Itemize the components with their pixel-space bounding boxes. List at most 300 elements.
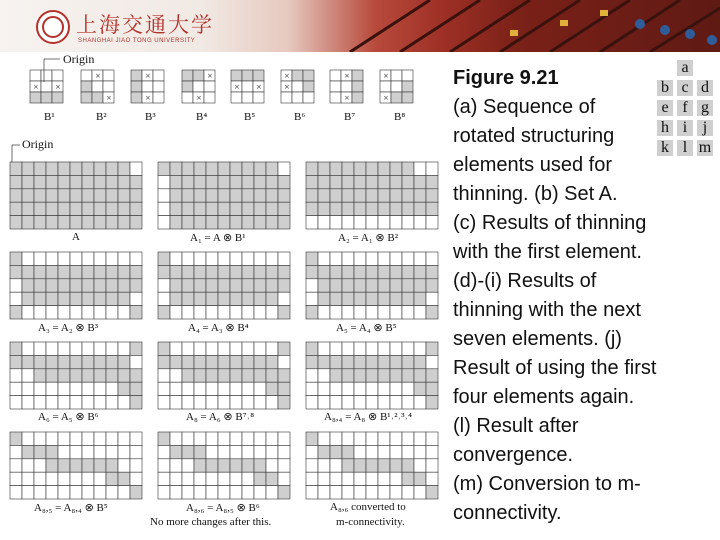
grid-cell [118, 396, 130, 409]
grid-cell [70, 432, 82, 445]
grid-cell [22, 459, 34, 472]
grid-cell [106, 459, 118, 472]
grid-cell [206, 279, 218, 292]
grid-cell [94, 459, 106, 472]
grid-cell [10, 342, 22, 355]
grid-cell [402, 459, 414, 472]
grid-cell [22, 265, 34, 278]
grid-cell [230, 396, 242, 409]
grid-cell [426, 342, 438, 355]
caption-line: four elements again. [453, 386, 635, 408]
grid-cell [354, 432, 366, 445]
grid-cell [230, 292, 242, 305]
key-cell: i [676, 119, 694, 137]
grid-cell [82, 189, 94, 202]
grid-cell [266, 252, 278, 265]
grid-cell [170, 265, 182, 278]
grid-cell [182, 265, 194, 278]
grid-cell [170, 189, 182, 202]
grid-cell [10, 202, 22, 215]
grid-cell [230, 445, 242, 458]
grid-cell [94, 445, 106, 458]
grid-cell [366, 175, 378, 188]
key-cell: j [696, 119, 714, 137]
grid-cell [278, 355, 290, 368]
grid-cell [118, 432, 130, 445]
grid-cell [242, 486, 254, 499]
element-label: B³ [145, 111, 156, 123]
caption-line: thinning with the next [453, 299, 641, 321]
grid-cell [254, 355, 266, 368]
grid-cell [342, 369, 354, 382]
grid-cell [354, 355, 366, 368]
grid-cell [70, 396, 82, 409]
grid-cell [170, 486, 182, 499]
grid-cell [390, 252, 402, 265]
grid-cell [218, 472, 230, 485]
grid-cell [194, 216, 206, 229]
grid-cell [306, 459, 318, 472]
grid-cell [278, 162, 290, 175]
grid-cell [354, 292, 366, 305]
structuring-element-cell [131, 81, 142, 92]
grid-cell [306, 445, 318, 458]
grid-cell [206, 265, 218, 278]
grid-cell [342, 382, 354, 395]
grid-cell [130, 486, 142, 499]
grid-cell [354, 472, 366, 485]
grid-cell [402, 292, 414, 305]
grid-cell [266, 342, 278, 355]
grid-cell [206, 369, 218, 382]
grid-cell [366, 459, 378, 472]
grid-cell [10, 162, 22, 175]
panel-label: A₁ = A ⊗ B¹ [190, 232, 246, 244]
grid-cell [70, 279, 82, 292]
grid-cell [330, 189, 342, 202]
grid-cell [182, 342, 194, 355]
grid-cell [158, 396, 170, 409]
grid-cell [10, 382, 22, 395]
grid-cell [130, 292, 142, 305]
grid-cell [158, 445, 170, 458]
grid-cell [366, 396, 378, 409]
x-mark: × [145, 72, 151, 80]
grid-cell [254, 459, 266, 472]
grid-cell [218, 306, 230, 319]
caption-line: elements used for [453, 154, 612, 176]
grid-cell [366, 292, 378, 305]
grid-cell [130, 355, 142, 368]
grid-cell [402, 382, 414, 395]
grid-cell [46, 292, 58, 305]
caption-line: (c) Results of thinning [453, 212, 647, 234]
key-cell: c [676, 79, 694, 97]
grid-cell [194, 472, 206, 485]
grid-cell [426, 432, 438, 445]
grid-cell [170, 342, 182, 355]
structuring-element-cell [391, 81, 402, 92]
grid-cell [318, 486, 330, 499]
grid-cell [378, 162, 390, 175]
grid-cell [70, 486, 82, 499]
grid-cell [194, 445, 206, 458]
grid-cell [426, 486, 438, 499]
structuring-element-cell [303, 81, 314, 92]
grid-cell [378, 175, 390, 188]
grid-cell [206, 459, 218, 472]
grid-cell [46, 252, 58, 265]
grid-cell [194, 189, 206, 202]
x-mark: × [383, 72, 389, 80]
grid-cell [118, 369, 130, 382]
grid-cell [10, 189, 22, 202]
grid-cell [170, 279, 182, 292]
grid-cell [366, 162, 378, 175]
grid-cell [378, 486, 390, 499]
grid-cell [342, 216, 354, 229]
grid-cell [106, 279, 118, 292]
grid-cell [342, 252, 354, 265]
x-mark: × [284, 83, 290, 91]
grid-cell [158, 432, 170, 445]
grid-cell [10, 252, 22, 265]
grid-cell [414, 445, 426, 458]
grid-cell [354, 382, 366, 395]
grid-cell [278, 202, 290, 215]
grid-cell [34, 306, 46, 319]
grid-cell [390, 292, 402, 305]
grid-cell [130, 265, 142, 278]
grid-cell [230, 486, 242, 499]
structuring-element-cell [182, 81, 193, 92]
grid-cell [242, 369, 254, 382]
grid-cell [242, 472, 254, 485]
grid-cell [182, 279, 194, 292]
grid-cell [34, 445, 46, 458]
grid-cell [22, 432, 34, 445]
grid-cell [106, 162, 118, 175]
grid-cell [378, 216, 390, 229]
grid-cell [254, 396, 266, 409]
grid-cell [22, 306, 34, 319]
structuring-element-cell [231, 70, 242, 81]
grid-cell [318, 472, 330, 485]
grid-cell [414, 202, 426, 215]
grid-cell [46, 189, 58, 202]
grid-cell [158, 306, 170, 319]
grid-cell [242, 459, 254, 472]
grid-cell [82, 292, 94, 305]
structuring-element-cell [330, 92, 341, 103]
grid-cell [426, 445, 438, 458]
grid-cell [158, 202, 170, 215]
university-name-cn: 上海交通大学 [76, 13, 214, 37]
grid-cell [130, 189, 142, 202]
grid-cell [306, 369, 318, 382]
grid-cell [366, 382, 378, 395]
grid-cell [426, 306, 438, 319]
grid-cell [106, 472, 118, 485]
grid-cell [82, 472, 94, 485]
grid-cell [206, 292, 218, 305]
grid-cell [158, 472, 170, 485]
grid-cell [34, 216, 46, 229]
grid-cell [106, 216, 118, 229]
grid-cell [10, 369, 22, 382]
grid-cell [426, 189, 438, 202]
grid-cell [158, 252, 170, 265]
grid-cell [342, 306, 354, 319]
grid-cell [318, 306, 330, 319]
grid-cell [266, 369, 278, 382]
grid-cell [70, 306, 82, 319]
grid-cell [22, 396, 34, 409]
grid-cell [342, 202, 354, 215]
grid-cell [402, 162, 414, 175]
grid-cell [378, 369, 390, 382]
grid-cell [342, 396, 354, 409]
grid-cell [106, 432, 118, 445]
grid-cell [278, 292, 290, 305]
grid-cell [218, 162, 230, 175]
grid-cell [266, 445, 278, 458]
grid-cell [342, 432, 354, 445]
structuring-element-cell [142, 81, 153, 92]
grid-cell [182, 175, 194, 188]
grid-cell [402, 175, 414, 188]
grid-cell [306, 162, 318, 175]
grid-cell [10, 445, 22, 458]
grid-cell [254, 162, 266, 175]
grid-cell [266, 265, 278, 278]
grid-cell [278, 472, 290, 485]
grid-cell [330, 279, 342, 292]
element-label: B² [96, 111, 107, 123]
grid-cell [230, 162, 242, 175]
grid-cell [230, 306, 242, 319]
grid-cell [194, 486, 206, 499]
grid-cell [318, 279, 330, 292]
grid-cell [94, 162, 106, 175]
grid-cell [242, 189, 254, 202]
grid-cell [230, 265, 242, 278]
grid-cell [170, 252, 182, 265]
grid-cell [330, 472, 342, 485]
grid-cell [354, 342, 366, 355]
grid-cell [278, 432, 290, 445]
grid-cell [130, 432, 142, 445]
grid-cell [118, 382, 130, 395]
grid-cell [10, 265, 22, 278]
grid-cell [378, 252, 390, 265]
university-name-en: SHANGHAI JIAO TONG UNIVERSITY [78, 38, 196, 44]
grid-cell [182, 252, 194, 265]
grid-cell [170, 432, 182, 445]
grid-cell [254, 486, 266, 499]
grid-cell [70, 459, 82, 472]
grid-cell [46, 342, 58, 355]
grid-cell [254, 472, 266, 485]
grid-cell [318, 216, 330, 229]
grid-cell [230, 202, 242, 215]
grid-cell [194, 162, 206, 175]
grid-cell [306, 216, 318, 229]
grid-cell [34, 265, 46, 278]
grid-cell [182, 486, 194, 499]
grid-cell [426, 162, 438, 175]
grid-cell [306, 342, 318, 355]
grid-cell [342, 175, 354, 188]
grid-cell [426, 292, 438, 305]
grid-cell [390, 355, 402, 368]
grid-cell [366, 306, 378, 319]
grid-cell [82, 202, 94, 215]
grid-cell [10, 396, 22, 409]
grid-cell [118, 252, 130, 265]
grid-cell [266, 306, 278, 319]
grid-cell [118, 162, 130, 175]
structuring-element-cell [352, 70, 363, 81]
panel-label: A₄ = A₃ ⊗ B⁴ [188, 322, 249, 334]
grid-cell [58, 216, 70, 229]
grid-cell [218, 342, 230, 355]
grid-cell [34, 189, 46, 202]
grid-cell [254, 306, 266, 319]
grid-cell [158, 382, 170, 395]
grid-cell [218, 189, 230, 202]
structuring-element-cell [292, 70, 303, 81]
grid-cell [58, 279, 70, 292]
grid-cell [94, 216, 106, 229]
grid-cell [10, 279, 22, 292]
grid-cell [342, 162, 354, 175]
grid-cell [330, 265, 342, 278]
grid-cell [390, 459, 402, 472]
grid-cell [366, 189, 378, 202]
grid-cell [342, 486, 354, 499]
grid-cell [130, 369, 142, 382]
element-label: B⁸ [394, 111, 406, 123]
grid-cell [34, 382, 46, 395]
grid-cell [390, 342, 402, 355]
grid-cell [170, 396, 182, 409]
grid-cell [82, 342, 94, 355]
grid-cell [34, 342, 46, 355]
grid-cell [354, 279, 366, 292]
structuring-element-cell [41, 92, 52, 103]
grid-cell [266, 189, 278, 202]
grid-cell [378, 472, 390, 485]
structuring-element-cell [30, 92, 41, 103]
grid-cell [242, 355, 254, 368]
grid-cell [94, 292, 106, 305]
grid-cell [378, 279, 390, 292]
grid-cell [402, 445, 414, 458]
grid-cell [10, 459, 22, 472]
grid-cell [402, 202, 414, 215]
grid-cell [10, 472, 22, 485]
grid-cell [242, 342, 254, 355]
grid-cell [318, 369, 330, 382]
grid-cell [118, 265, 130, 278]
grid-cell [70, 342, 82, 355]
grid-cell [242, 292, 254, 305]
grid-cell [10, 306, 22, 319]
grid-cell [106, 355, 118, 368]
grid-cell [170, 292, 182, 305]
grid-cell [306, 252, 318, 265]
temple-roof-image [310, 0, 720, 52]
grid-cell [194, 202, 206, 215]
grid-cell [330, 369, 342, 382]
grid-cell [182, 355, 194, 368]
grid-cell [158, 292, 170, 305]
grid-cell [106, 265, 118, 278]
grid-cell [366, 486, 378, 499]
grid-cell [278, 175, 290, 188]
grid-cell [170, 175, 182, 188]
grid-cell [414, 265, 426, 278]
grid-cell [318, 382, 330, 395]
grid-cell [218, 382, 230, 395]
grid-cell [58, 189, 70, 202]
grid-cell [130, 342, 142, 355]
structuring-element-cell [103, 81, 114, 92]
grid-cell [70, 445, 82, 458]
grid-cell [158, 162, 170, 175]
structuring-element-cell [92, 81, 103, 92]
origin-label-top: Origin [63, 52, 95, 66]
grid-cell [254, 175, 266, 188]
grid-cell [330, 216, 342, 229]
grid-cell [34, 396, 46, 409]
grid-cell [58, 472, 70, 485]
grid-cell [58, 459, 70, 472]
grid-cell [58, 369, 70, 382]
grid-cell [218, 355, 230, 368]
grid-cell [58, 432, 70, 445]
grid-cell [82, 162, 94, 175]
grid-cell [94, 202, 106, 215]
grid-cell [34, 252, 46, 265]
grid-cell [242, 202, 254, 215]
grid-cell [206, 216, 218, 229]
grid-cell [414, 369, 426, 382]
grid-cell [306, 472, 318, 485]
grid-cell [22, 369, 34, 382]
grid-cell [402, 486, 414, 499]
grid-cell [58, 445, 70, 458]
grid-cell [342, 355, 354, 368]
grid-cell [342, 292, 354, 305]
grid-cell [366, 342, 378, 355]
caption-line: seven elements. (j) [453, 328, 622, 350]
grid-cell [118, 279, 130, 292]
structuring-element-cell [182, 70, 193, 81]
grid-cell [10, 216, 22, 229]
grid-cell [402, 472, 414, 485]
grid-cell [254, 252, 266, 265]
grid-cell [306, 355, 318, 368]
structuring-element-cell [281, 92, 292, 103]
element-label: B⁶ [294, 111, 306, 123]
grid-cell [58, 486, 70, 499]
grid-cell [306, 202, 318, 215]
grid-cell [194, 369, 206, 382]
grid-cell [390, 396, 402, 409]
grid-cell [82, 279, 94, 292]
